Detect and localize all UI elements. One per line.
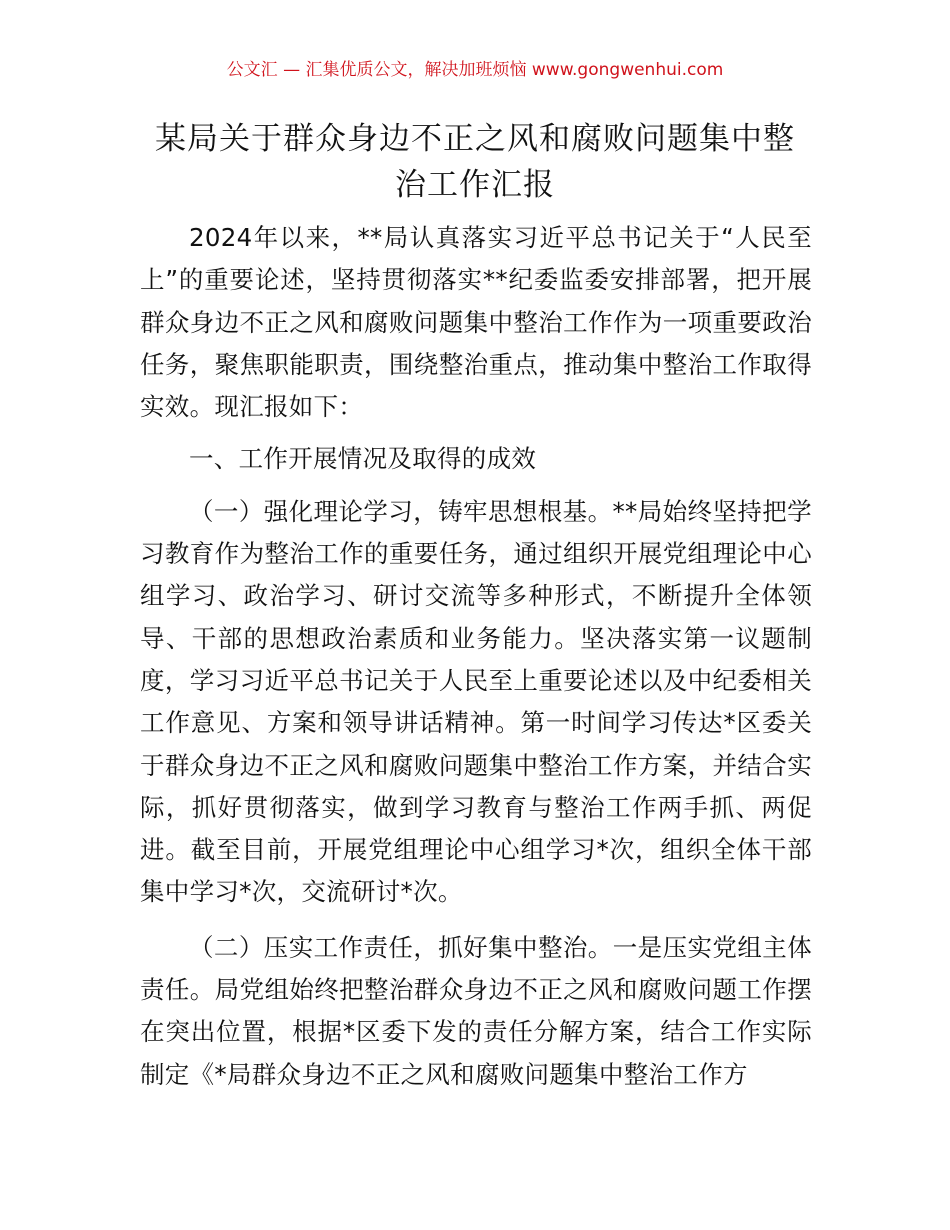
intro-paragraph: 2024年以来，**局认真落实习近平总书记关于“人民至上”的重要论述，坚持贯彻落实**纪委监委安排部署，把开展群众身边不正之风和腐败问题集中整治工作作为一项重要政治任务，聚焦职能职责，围绕整治重点，推动集中整治工作取得实效。现汇报如下： <box>140 223 812 422</box>
document-title: 某局关于群众身边不正之风和腐败问题集中整治工作汇报 <box>155 121 795 203</box>
site-banner[interactable]: 公文汇 — 汇集优质公文，解决加班烦恼 www.gongwenhui.com <box>226 60 724 80</box>
document-body <box>140 217 812 1096</box>
body-paragraph: （一）强化理论学习，铸牢思想根基。**局始终坚持把学习教育作为整治工作的重要任务，通过组织开展党组理论中心组学习、政治学习、研讨交流等多种形式，不断提升全体领导、干部的思想政治素质和业务能力。坚决落实第一议题制度，学习习近平总书记关于人民至上重要论述以及中纪委相关工作意见、方案和领导讲话精神。第一时间学习传达*区委关于群众身边不正之风和腐败问题集中整治工作方案，并结合实际，抓好贯彻落实，做到学习教育与整治工作两手抓、两促进。截至目前，开展党组理论中心组学习*次，组织全体干部集中学习*次，交流研讨*次。 <box>140 496 812 907</box>
section-heading: 一、工作开展情况及取得的成效 <box>189 444 537 474</box>
body-paragraph: （二）压实工作责任，抓好集中整治。一是压实党组主体责任。局党组始终把整治群众身边不正之风和腐败问题工作摆在突出位置，根据*区委下发的责任分解方案，结合工作实际制定《*局群众身边不正之风和腐败问题集中整治工作方 <box>140 932 812 1089</box>
